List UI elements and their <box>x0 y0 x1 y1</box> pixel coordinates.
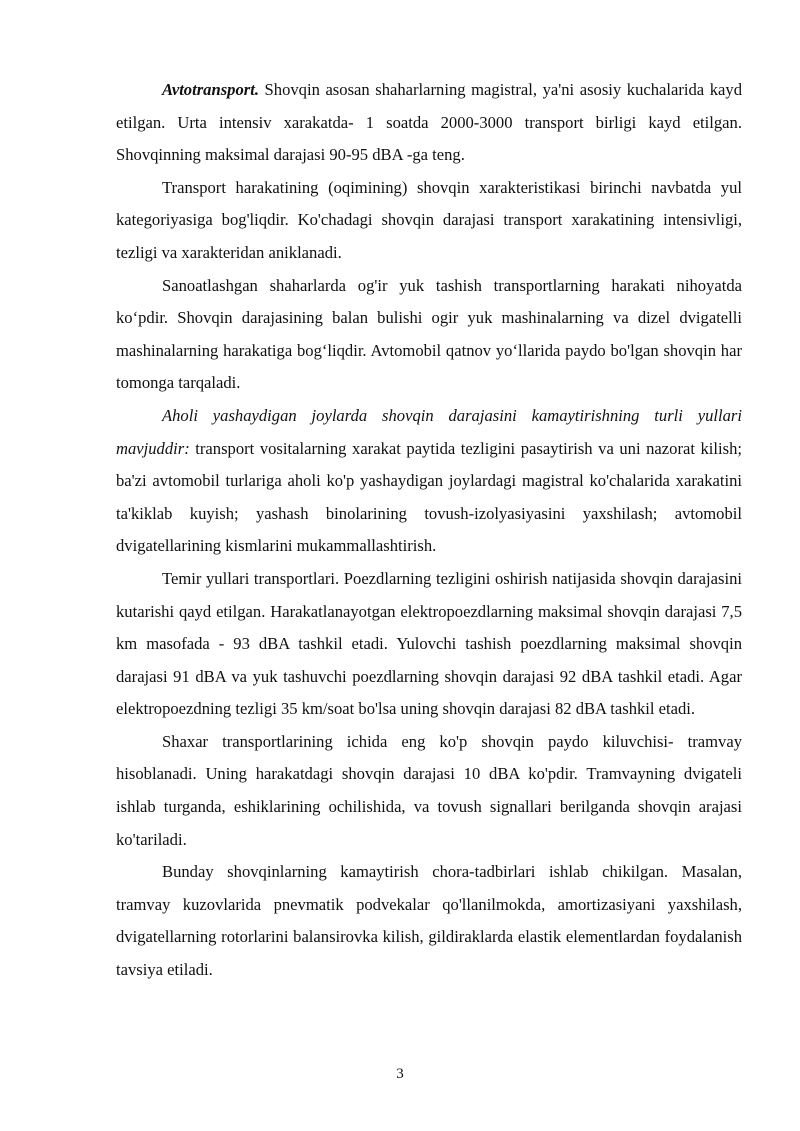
paragraph-tramvay <box>116 726 742 856</box>
paragraph-lead: Aholi yashaydigan joylarda shovqin darajasini kamaytirishning turli yullari mavjuddir: <box>116 405 742 458</box>
paragraph-text: Shaxar transportlarining ichida eng ko'p shovqin paydo kiluvchisi- tramvay hisoblanadi. Uning harakatdagi shovqin darajasi 10 dBA ko'pdir. Tramvayning dvigateli ishlab turganda, eshiklarining ochilishida, va tovush signallari berilganda shovqin arajasi ko'tariladi. <box>116 731 742 849</box>
paragraph-avtotransport <box>116 74 742 172</box>
paragraph-text: transport vositalarning xarakat paytida tezligini pasaytirish va uni nazorat kilish; ba'zi avtomobil turlariga aholi ko'p yashaydigan joylardagi magistral ko'chalarida xarakatini ta'kiklab kuyish; yashash binolarining tovush-izolyasiyasini yaxshilash; avtomobil dvigatellarining kismlarini mukammallashtirish. <box>116 438 742 556</box>
paragraph-text: Bunday shovqinlarning kamaytirish chora-tadbirlari ishlab chikilgan. Masalan, tramvay kuzovlarida pnevmatik podvekalar qo'llanilmokda, amortizasiyani yaxshilash, dvigatellarning rotorlarini balansirovka kilish, gildiraklarda elastik elementlardan foydalanish tavsiya etiladi. <box>116 862 742 980</box>
paragraph-bunday <box>116 856 742 986</box>
body-text <box>116 74 742 987</box>
paragraph-lead: Avtotransport. <box>162 80 259 99</box>
paragraph-transport-harakati <box>116 172 742 270</box>
paragraph-text: Sanoatlashgan shaharlarda og'ir yuk tashish transportlarning harakati nihoyatda koʻpdir. Shovqin darajasining balan bulishi ogir yuk mashinalarning va dizel dvigatelli mashinalarning harakatiga bogʻliqdir. Avtomobil qatnov yoʻllarida paydo bo'lgan shovqin har tomonga tarqaladi. <box>116 275 742 393</box>
paragraph-sanoatlashgan <box>116 270 742 400</box>
paragraph-text: Temir yullari transportlari. Poezdlarning tezligini oshirish natijasida shovqin darajasini kutarishi qayd etilgan. Harakatlanayotgan elektropoezdlarning maksimal shovqin darajasi 7,5 km masofada - 93 dBA tashkil etadi. Yulovchi tashish poezdlarning maksimal shovqin darajasi 91 dBA va yuk tashuvchi poezdlarning shovqin darajasi 92 dBA tashkil etadi. Agar elektropoezdning tezligi 35 km/soat bo'lsa uning shovqin darajasi 82 dBA tashkil etadi. <box>116 568 742 719</box>
paragraph-text: Transport harakatining (oqimining) shovqin xarakteristikasi birinchi navbatda yul kategoriyasiga bog'liqdir. Ko'chadagi shovqin darajasi transport xarakatining intensivligi, tezligi va xarakteridan aniklanadi. <box>116 177 742 262</box>
paragraph-temir-yullari <box>116 563 742 726</box>
paragraph-aholi-yashaydigan <box>116 400 742 563</box>
paragraph-text: Shovqin asosan shaharlarning magistral, ya'ni asosiy kuchalarida kayd etilgan. Urta intensiv xarakatda- 1 soatda 2000-3000 transport birligi kayd etilgan. Shovqinning maksimal darajasi 90-95 dBA -ga teng. <box>116 80 742 165</box>
page-number: 3 <box>396 1066 404 1082</box>
